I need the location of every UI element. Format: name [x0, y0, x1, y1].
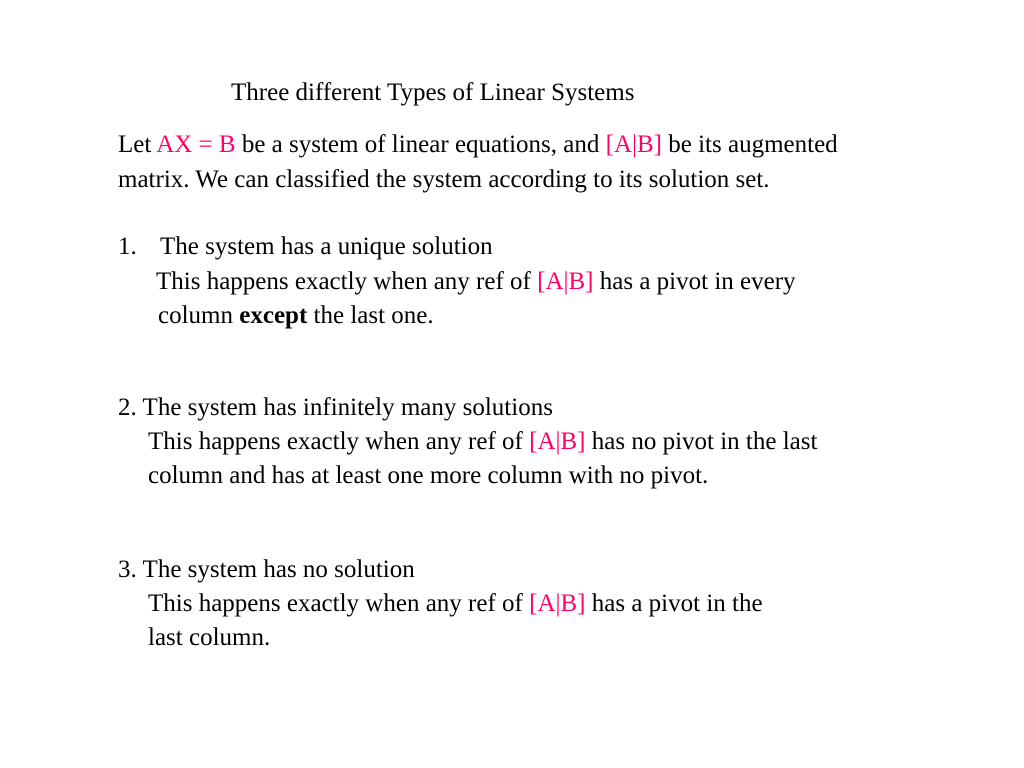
item1-text-column: column: [158, 302, 240, 329]
item1-text-c: has a pivot in every: [593, 268, 796, 295]
intro-text-end: be its augmented: [662, 131, 838, 158]
item2-heading: 2. The system has infinitely many solutions: [118, 394, 553, 421]
item1-heading: The system has a unique solution: [160, 233, 493, 260]
item1-number: 1.: [118, 233, 137, 260]
item3-text-c: has a pivot in the: [585, 590, 763, 617]
item1-line-1: [156, 265, 796, 299]
item2-text-a: This happens exactly when any ref of: [148, 428, 530, 455]
augmented-matrix-term: [A|B]: [537, 268, 594, 295]
item1-text-end: the last one.: [307, 302, 434, 329]
item3-text-a: This happens exactly when any ref of: [148, 590, 530, 617]
intro-text-let: Let: [118, 131, 157, 158]
except-emphasis: except: [239, 302, 308, 329]
intro-line-1: [118, 128, 838, 162]
item3-heading: 3. The system has no solution: [118, 556, 415, 583]
intro-line-2: matrix. We can classified the system according to its solution set.: [118, 166, 770, 193]
item2-text-c: has no pivot in the last: [585, 428, 818, 455]
augmented-matrix-term: [A|B]: [529, 590, 586, 617]
item3-line-1: [148, 587, 763, 621]
equation-ax-b: AX = B: [156, 131, 236, 158]
augmented-matrix-term: [A|B]: [529, 428, 586, 455]
slide-title: Three different Types of Linear Systems: [231, 79, 635, 106]
intro-text-mid: be a system of linear equations, and: [235, 131, 606, 158]
augmented-matrix-term: [A|B]: [605, 131, 663, 158]
item2-line-1: [148, 425, 817, 459]
item2-line-2: column and has at least one more column with no pivot.: [148, 462, 709, 489]
item1-text-a: This happens exactly when any ref of: [156, 268, 538, 295]
item3-line-2: last column.: [148, 624, 271, 651]
item1-line-2: [158, 299, 434, 333]
